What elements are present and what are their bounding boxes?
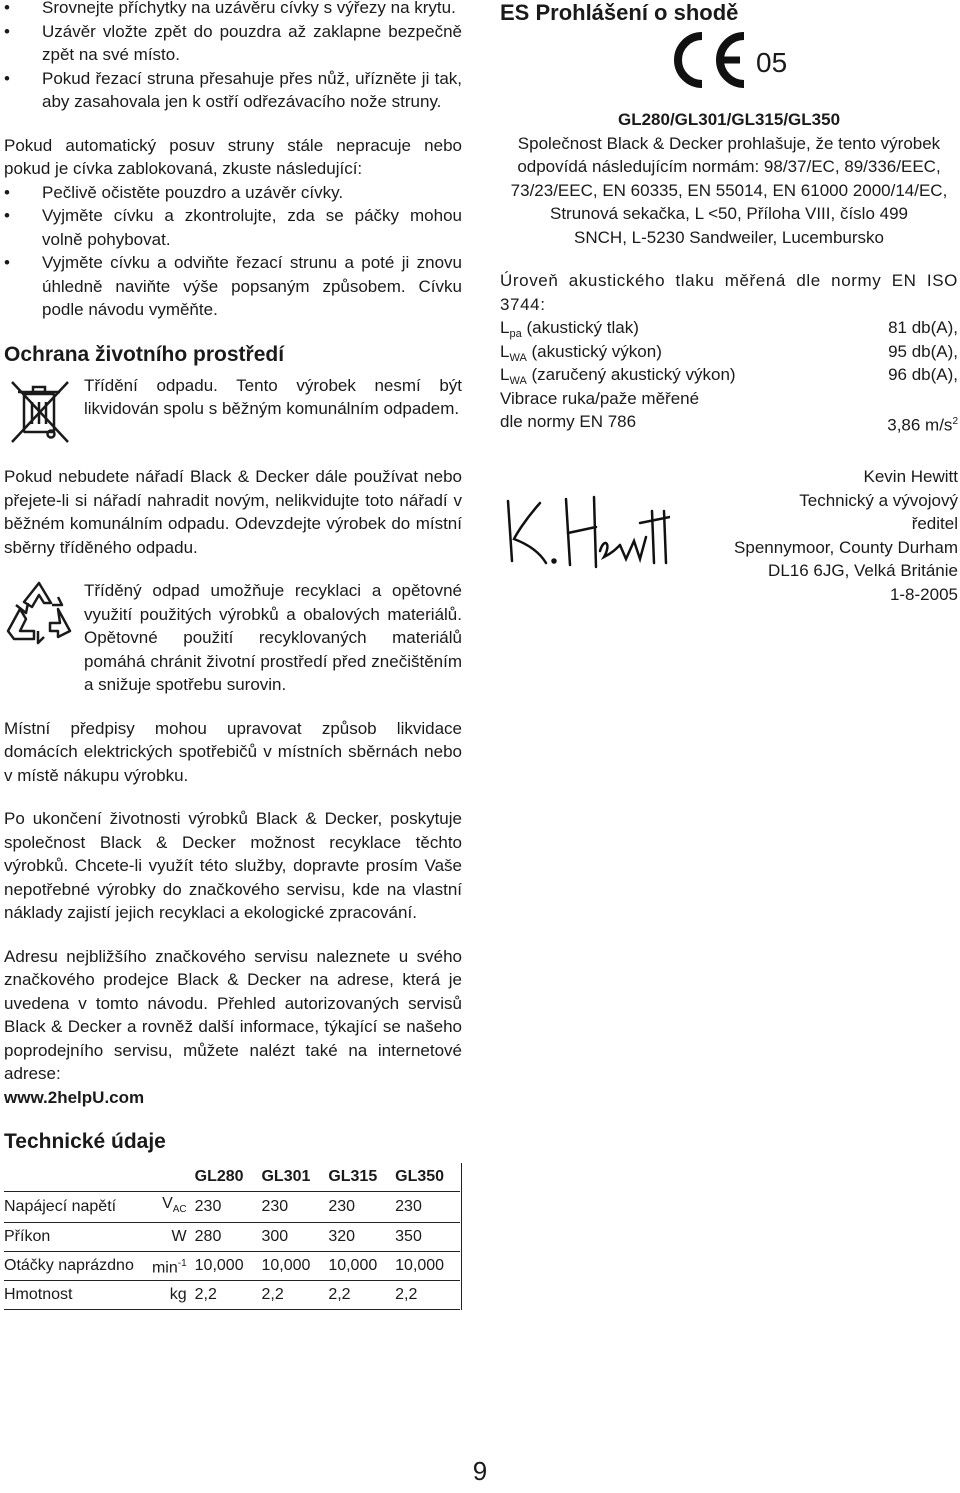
paragraph-service: Adresu nejbližšího značkového servisu naleznete u svého značkového prodejce Black & Decker na adrese, která je uvedena v tomto návodu. Přehled autorizovaných servisů Black & Decker a rovněž další informace, týkající se našeho poprodejního servisu, můžete nalézt také na internetové adrese: [4,946,462,1083]
table-header-cell: GL301 [261,1168,311,1186]
table-cell: 230 [326,1192,393,1223]
signature [500,491,670,571]
list-item: • Pokud řezací struna přesahuje přes nůž, uřízněte ji tak, aby zasahovala jen k ostří odřezávacího nože struny. [4,67,462,114]
sound-value: 95 db(A), [888,341,958,361]
sound-row: $L_{WA}$ (akustický výkon) 95 db(A), [500,341,958,364]
crossed-out-bin-icon [4,374,84,453]
vibration-label: Vibrace ruka/paže měřené [500,388,700,408]
recycle-section [4,579,462,697]
row-label: Napájecí napětí [4,1192,140,1223]
table-row [4,1251,460,1280]
signatory-line: ředitel [911,514,958,534]
table-cell: 2,2 [259,1280,326,1309]
table-row [4,1280,460,1309]
table-cell: 350 [393,1222,460,1251]
vibration-value: 3,86 $m/s^2$ [887,415,958,435]
tech-table [4,1163,462,1310]
left-column [4,0,462,1310]
ce-mark [500,30,958,96]
row-label: Příkon [4,1222,140,1251]
signatory-line: DL16 6JG, Velká Británie [768,561,958,581]
table-row [4,1222,460,1251]
signatory-line: Spennymoor, County Durham [734,537,958,557]
website-link[interactable]: www.2helpU.com [4,1087,145,1107]
signatory [734,465,958,606]
page-number: 9 [472,1456,488,1486]
bullet-list-mid [4,181,462,322]
list-item: • Srovnejte příchytky na uzávěru cívky s výřezy na krytu. [4,0,462,20]
table-cell: 2,2 [326,1280,393,1309]
row-unit: kg [140,1280,193,1309]
tech-heading: Technické údaje [4,1130,166,1153]
signatory-name: Kevin Hewitt [863,467,958,487]
sound-row: $L_{pa}$ (akustický tlak) 81 db(A), [500,318,958,340]
table-cell: 10,000 [326,1251,393,1280]
table-cell: 320 [326,1222,393,1251]
table-header-row [4,1163,460,1192]
sound-value: 96 db(A), [888,365,958,384]
paragraph-intro: Pokud automatický posuv struny stále nepracuje nebo pokud je cívka zablokovaná, zkuste následující: [4,135,462,178]
row-unit: W [140,1222,193,1251]
sound-row: $L_{WA}$ (zaručený akustický výkon) 96 db(A), [500,365,958,387]
table-cell: 10,000 [193,1251,260,1280]
table-cell: 300 [259,1222,326,1251]
list-item: • Pečlivě očistěte pouzdro a uzávěr cívky. [4,181,462,205]
sound-intro: Úroveň akustického tlaku měřená dle normy EN ISO 3744: [500,271,958,314]
table-header-cell: GL280 [194,1168,244,1186]
table-cell: 230 [259,1192,326,1223]
signatory-line: Technický a vývojový [799,490,958,510]
env-heading: Ochrana životního prostředí [4,342,285,366]
paragraph-end-of-life: Po ukončení životnosti výrobků Black & Decker, poskytuje společnost Black & Decker možnost recyklace těchto výrobků. Chcete-li využít této služby, dopravte prosím Vaše nepotřebné výrobky do značkového servisu, kde na vlastní náklady zajistí jejich recyklaci a ekologické zpracování. [4,809,462,922]
recycle-icon [4,579,84,652]
table-right-border [461,1163,462,1310]
table-header-cell: GL315 [328,1168,378,1186]
declaration-text: Společnost Black & Decker prohlašuje, že tento výrobek odpovídá následujícím normám: 98/37/EC, 89/336/EEC, 73/23/EEC, EN 60335, EN 55014, EN 61000 2000/14/EC, Strunová sekačka, L <50, Příloha VIII, číslo 499 [510,133,948,223]
table-cell: 10,000 [259,1251,326,1280]
table-cell: 10,000 [393,1251,460,1280]
table-cell: 230 [393,1192,460,1223]
row-unit: $V_{AC}$ [140,1192,193,1223]
row-label: Otáčky naprázdno [4,1251,140,1280]
declaration-heading: ES Prohlášení o shodě [500,0,739,25]
paragraph-local-rules: Místní předpisy mohou upravovat způsob likvidace domácích elektrických spotřebičů v místních sběrnách nebo v místě nákupu výrobku. [4,718,462,785]
list-item: • Vyjměte cívku a zkontrolujte, zda se páčky mohou volně pohybovat. [4,204,462,251]
table-cell: 230 [193,1192,260,1223]
list-item: • Uzávěr vložte zpět do pouzdra až zaklapne bezpečně zpět na své místo. [4,20,462,67]
paragraph-disposal: Pokud nebudete nářadí Black & Decker dále používat nebo přejete-li si nářadí nahradit novým, nelikvidujte toto nářadí v běžném komunálním odpadu. Odevzdejte výrobek do místní sběrny tříděného odpadu. [4,467,462,557]
table-cell: 2,2 [393,1280,460,1309]
models-line: GL280/GL301/GL315/GL350 [617,110,841,129]
table-row [4,1192,460,1223]
vibration-row: dle normy EN 786 3,86 $m/s^2$ [500,410,958,437]
declaration-address: SNCH, L-5230 Sandweiler, Lucembursko [574,227,884,247]
row-label: Hmotnost [4,1280,140,1309]
weee-section [4,374,462,453]
row-unit: $\min^{-1}$ [140,1251,193,1280]
right-column [500,0,958,606]
signature-block [500,465,958,606]
signatory-date: 1-8-2005 [889,584,958,604]
ce-number: 05 [756,47,788,78]
list-item: • Vyjměte cívku a odviňte řezací strunu a poté ji znovu úhledně naviňte výše popsaným způsobem. Cívku podle návodu vyměňte. [4,251,462,322]
recycle-text: Tříděný odpad umožňuje recyklaci a opětovné využití použitých výrobků a obalových materiálů. Opětovné použití recyklovaných materiálů pomáhá chránit životní prostředí před znečištěním a snižuje spotřebu surovin. [84,581,462,694]
weee-text: Třídění odpadu. Tento výrobek nesmí být likvidován spolu s běžným komunálním odpadem. [84,375,462,418]
sound-value: 81 db(A), [888,318,958,337]
bullet-list-top [4,0,462,114]
table-cell: 2,2 [193,1280,260,1309]
ce-mark-icon [662,30,752,90]
table-cell: 280 [193,1222,260,1251]
table-header-cell: GL350 [395,1168,445,1186]
